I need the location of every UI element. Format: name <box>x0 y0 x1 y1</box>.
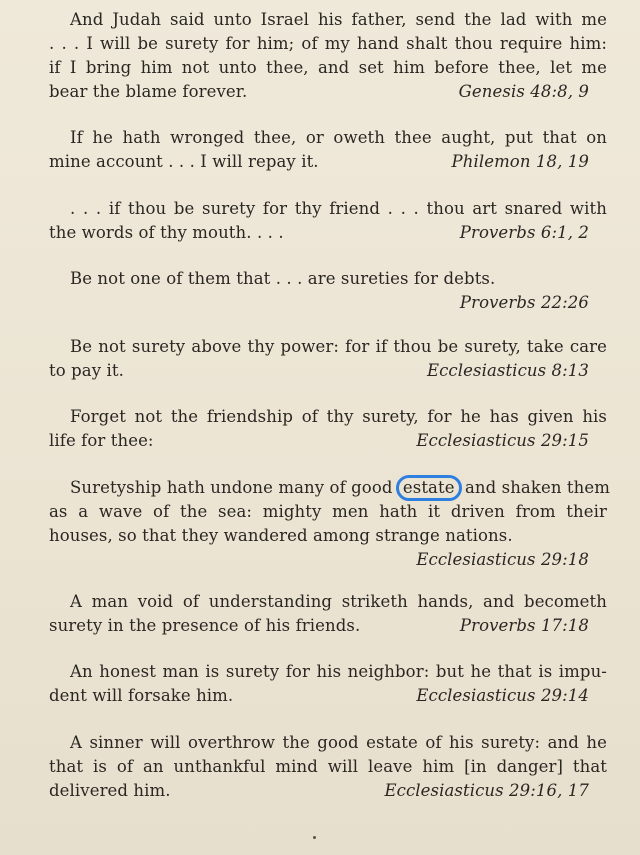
quote-line: A sinner will overthrow the good estate of his surety: and he <box>70 733 607 752</box>
scripture-reference: Ecclesiasticus 29:18 <box>416 550 589 569</box>
quote-text: mine account . . . I will repay it. <box>49 152 319 171</box>
quote-text: delivered him. <box>49 781 171 800</box>
quote-line: Forget not the friendship of thy surety, for he has given his <box>70 407 607 426</box>
scripture-reference: Proverbs 17:18 <box>459 616 589 635</box>
quote-ecclesiasticus-8 <box>49 335 607 383</box>
quote-line: Be not one of them that . . . are sureties for debts. <box>70 269 496 288</box>
quote-line: An honest man is surety for his neighbor: but he that is impu- <box>70 662 607 681</box>
scripture-reference: Proverbs 6:1, 2 <box>459 223 589 242</box>
scripture-reference: Ecclesiasticus 29:14 <box>416 686 589 705</box>
reference-line <box>49 291 607 315</box>
reference-line <box>49 548 607 572</box>
quote-last-line <box>49 684 607 708</box>
scripture-reference: Ecclesiasticus 8:13 <box>426 361 589 380</box>
quote-line: And Judah said unto Israel his father, send the lad with me <box>70 10 607 29</box>
quote-line: that is of an unthankful mind will leave him [in danger] that <box>49 757 607 776</box>
quote-proverbs-6 <box>49 197 607 245</box>
quote-last-line <box>49 221 607 245</box>
page-mark <box>313 836 316 839</box>
quote-line: If he hath wronged thee, or oweth thee aught, put that on <box>70 128 607 147</box>
quote-line: A man void of understanding striketh hands, and becometh <box>70 592 607 611</box>
scripture-reference: Philemon 18, 19 <box>451 152 589 171</box>
quote-text: the words of thy mouth. . . . <box>49 223 284 242</box>
quote-genesis <box>49 8 607 104</box>
quote-line <box>49 476 610 500</box>
quote-last-line <box>49 779 607 803</box>
quote-text: and shaken them <box>464 478 610 497</box>
scripture-reference: Genesis 48:8, 9 <box>458 82 589 101</box>
quote-line: . . . if thou be surety for thy friend . . . thou art snared with <box>70 199 607 218</box>
quote-last-line <box>49 614 607 638</box>
quote-line: as a wave of the sea: mighty men hath it driven from their <box>49 502 607 521</box>
quote-line: if I bring him not unto thee, and set him before thee, let me <box>49 58 607 77</box>
quote-ecclesiasticus-29-15 <box>49 405 607 453</box>
scripture-reference: Proverbs 22:26 <box>459 293 589 312</box>
scripture-reference: Ecclesiasticus 29:16, 17 <box>384 781 589 800</box>
quote-last-line <box>49 150 607 174</box>
quote-line: . . . I will be surety for him; of my hand shalt thou require him: <box>49 34 607 53</box>
quote-ecclesiasticus-29-18 <box>49 476 610 572</box>
quote-text: to pay it. <box>49 361 124 380</box>
quote-last-line <box>49 429 607 453</box>
quote-text: Suretyship hath undone many of good <box>70 478 393 497</box>
circled-word: estate <box>396 475 462 501</box>
quote-last-line <box>49 80 607 104</box>
scripture-reference: Ecclesiasticus 29:15 <box>416 431 589 450</box>
quote-line: Be not surety above thy power: for if thou be surety, take care <box>70 337 607 356</box>
quote-line: houses, so that they wandered among strange nations. <box>49 526 513 545</box>
quote-ecclesiasticus-29-16 <box>49 731 607 803</box>
quote-text: surety in the presence of his friends. <box>49 616 361 635</box>
quote-text: dent will forsake him. <box>49 686 234 705</box>
quote-ecclesiasticus-29-14 <box>49 660 607 708</box>
quote-proverbs-17 <box>49 590 607 638</box>
quote-proverbs-22 <box>49 267 607 315</box>
quote-text: bear the blame forever. <box>49 82 248 101</box>
quote-text: life for thee: <box>49 431 154 450</box>
quote-philemon <box>49 126 607 174</box>
quote-last-line <box>49 359 607 383</box>
